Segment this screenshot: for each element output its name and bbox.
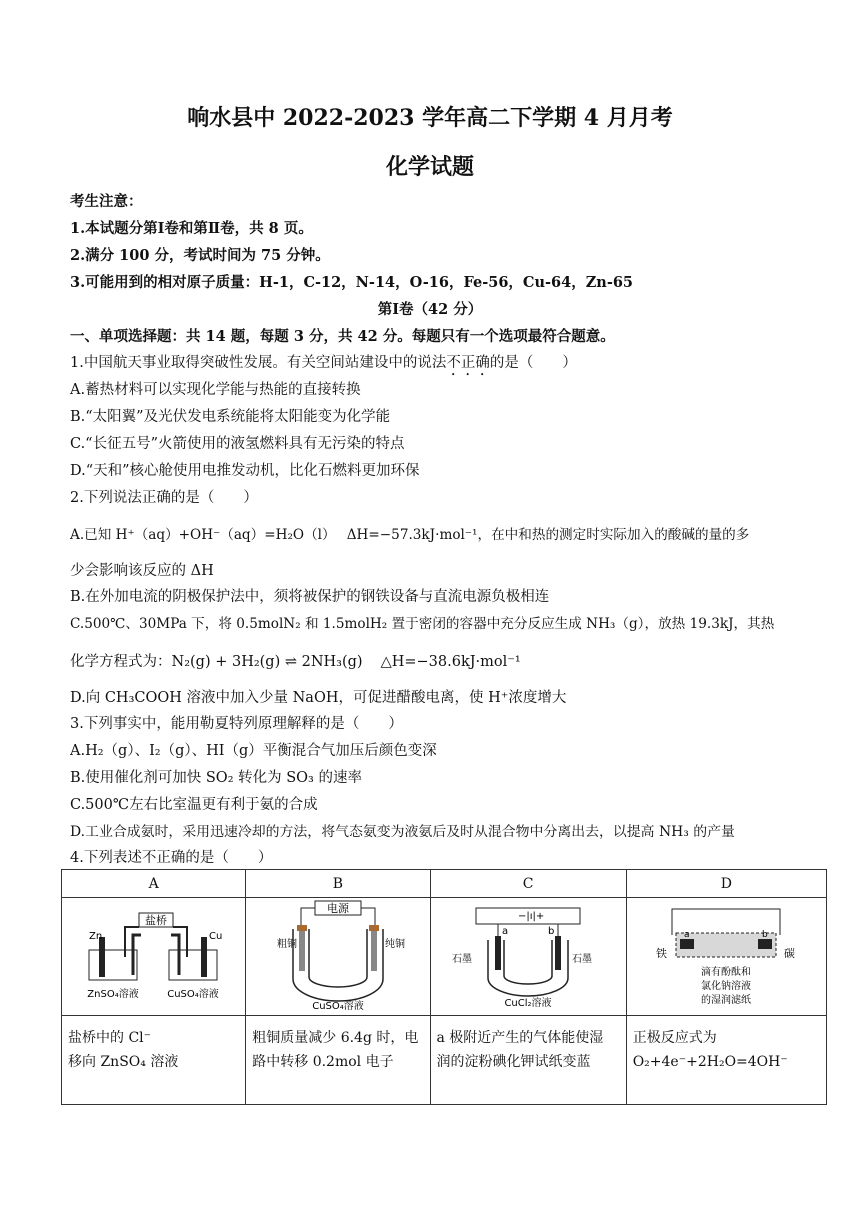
q2-option-c-line2	[70, 650, 800, 671]
cu-label: Cu	[208, 930, 222, 942]
power-label: 电源	[326, 901, 349, 915]
cucl2-electrolysis-diagram	[448, 900, 608, 1010]
q2-option-c-prefix: 化学方程式为：	[70, 654, 172, 670]
table-header: C	[430, 870, 626, 898]
galvanic-cell-diagram	[79, 905, 229, 1005]
statement-line: a 极附近产生的气体能使湿	[436, 1030, 604, 1046]
enthalpy-value: △H=−38.6kJ·mol⁻¹	[380, 654, 521, 670]
exam-subtitle: 化学试题	[385, 154, 474, 180]
figure-d-cell	[626, 898, 826, 1016]
electrode-b-label: b	[762, 929, 769, 940]
notice-item: 1.本试题分第Ⅰ卷和第Ⅱ卷，共 8 页。	[70, 220, 313, 237]
crude-copper-text: 粗铜	[276, 938, 297, 950]
question-2-stem: 2.下列说法正确的是（ ）	[70, 490, 258, 506]
q1-option: A.蓄热材料可以实现化学能与热能的直接转换	[70, 382, 361, 398]
q2-option-b: B.在外加电流的阴极保护法中，须将被保护的钢铁设备与直流电源负极相连	[70, 589, 550, 605]
cuso4-solution-label: CuSO₄溶液	[312, 1000, 364, 1011]
statement-d	[626, 1016, 826, 1105]
q3-option: C.500℃左右比室温更有利于氨的合成	[70, 797, 318, 813]
q2-option-d: D.向 CH₃COOH 溶液中加入少量 NaOH，可促进醋酸电离，使 H⁺浓度增大	[70, 690, 567, 706]
question-4-stem: 4.下列表述不正确的是（ ）	[70, 850, 273, 866]
cucl2-label: CuCl₂溶液	[504, 997, 552, 1009]
q2-option-a-line2: 少会影响该反应的 ΔH	[70, 563, 214, 579]
electrode-b-label: b	[548, 925, 555, 937]
question-3-stem: 3.下列事实中，能用勒夏特列原理解释的是（ ）	[70, 716, 403, 732]
salt-bridge-label: 盐桥	[144, 913, 167, 927]
filter-paper-label-3: 的湿润滤纸	[701, 994, 752, 1006]
notice-heading: 考生注意：	[70, 193, 143, 210]
q4-table	[61, 869, 827, 1105]
statement-line: 盐桥中的 Cl⁻	[68, 1030, 152, 1046]
q1-emphasis: 不正确	[446, 355, 490, 371]
q1-option: B.“太阳翼”及光伏发电系统能将太阳能变为化学能	[70, 409, 391, 425]
electrode-a-label: a	[684, 929, 690, 940]
q3-option: A.H₂（g）、I₂（g）、HI（g）平衡混合气加压后颜色变深	[70, 743, 437, 759]
iron-label: 铁	[656, 946, 668, 960]
carbon-label: 碳	[784, 946, 796, 960]
figure-b-cell	[246, 898, 430, 1016]
battery-symbol: −|ı|+	[518, 910, 545, 922]
q1-stem-part: 1.中国航天事业取得突破性发展。有关空间站建设中的说法	[70, 355, 447, 371]
corrosion-diagram	[646, 899, 806, 1011]
statement-row	[62, 1016, 827, 1105]
graphite-right-label: 石墨	[572, 953, 593, 965]
statement-line: 路中转移 0.2mol 电子	[252, 1054, 394, 1070]
section-title: 第Ⅰ卷（42 分）	[377, 301, 483, 318]
pure-copper-label	[385, 937, 405, 950]
pure-copper-text: 纯铜	[384, 938, 405, 950]
table-header-row	[62, 870, 827, 898]
figure-a-cell	[62, 898, 246, 1016]
statement-line: 润的淀粉碘化钾试纸变蓝	[436, 1054, 591, 1070]
crude-copper-label	[277, 937, 297, 950]
thermochemical-equation: N₂(g) + 3H₂(g) ⇌ 2NH₃(g)	[171, 654, 363, 670]
statement-line: 移向 ZnSO₄ 溶液	[68, 1054, 179, 1070]
question-1-stem	[70, 351, 800, 379]
cuso4-label: CuSO₄溶液	[166, 988, 219, 1000]
figure-c-cell	[430, 898, 626, 1016]
electrolytic-refining-diagram	[263, 899, 413, 1011]
exam-title: 响水县中 2022-2023 学年高二下学期 4 月月考	[187, 105, 673, 131]
q3-option: D.工业合成氨时，采用迅速冷却的方法，将气态氨变为液氨后及时从混合物中分离出去，以提高 NH₃ 的产量	[70, 824, 735, 840]
q1-option: D.“天和”核心舱使用电推发动机，比化石燃料更加环保	[70, 463, 420, 479]
section-instructions: 一、单项选择题：共 14 题，每题 3 分，共 42 分。每题只有一个选项最符合题意。	[70, 328, 615, 345]
q1-stem-part: 的是（ ）	[489, 355, 577, 371]
q2-option-c-line1: C.500℃、30MPa 下，将 0.5molN₂ 和 1.5molH₂ 置于密闭的容器中充分反应生成 NH₃（g），放热 19.3kJ，其热	[70, 616, 775, 632]
figure-row	[62, 898, 827, 1016]
electrode-a-label: a	[502, 925, 509, 937]
notice-item: 3.可能用到的相对原子质量：H-1，C-12，N-14，O-16，Fe-56，Cu-64，Zn-65	[70, 274, 634, 291]
notice-item: 2.满分 100 分，考试时间为 75 分钟。	[70, 247, 330, 264]
filter-paper-label-1: 滴有酚酞和	[701, 966, 752, 978]
statement-c	[430, 1016, 626, 1105]
statement-b	[246, 1016, 430, 1105]
graphite-left-label: 石墨	[452, 953, 473, 965]
statement-line: 粗铜质量减少 6.4g 时，电	[252, 1030, 419, 1046]
statement-line: 正极反应式为	[632, 1030, 717, 1046]
table-header: A	[62, 870, 246, 898]
statement-a	[62, 1016, 246, 1105]
filter-paper-label-2: 氯化钠溶液	[701, 980, 752, 992]
table-header: D	[626, 870, 826, 898]
table-header: B	[246, 870, 430, 898]
q2-option-a-line1: A.已知 H⁺（aq）+OH⁻（aq）=H₂O（l） ΔH=−57.3kJ·mol⁻¹，在中和热的测定时实际加入的酸碱的量的多	[70, 527, 750, 543]
q1-option: C.“长征五号”火箭使用的液氢燃料具有无污染的特点	[70, 436, 405, 452]
statement-line: O₂+4e⁻+2H₂O=4OH⁻	[632, 1054, 788, 1070]
zn-label: Zn	[88, 930, 102, 942]
q3-option: B.使用催化剂可加快 SO₂ 转化为 SO₃ 的速率	[70, 770, 362, 786]
znso4-label: ZnSO₄溶液	[86, 988, 139, 1000]
